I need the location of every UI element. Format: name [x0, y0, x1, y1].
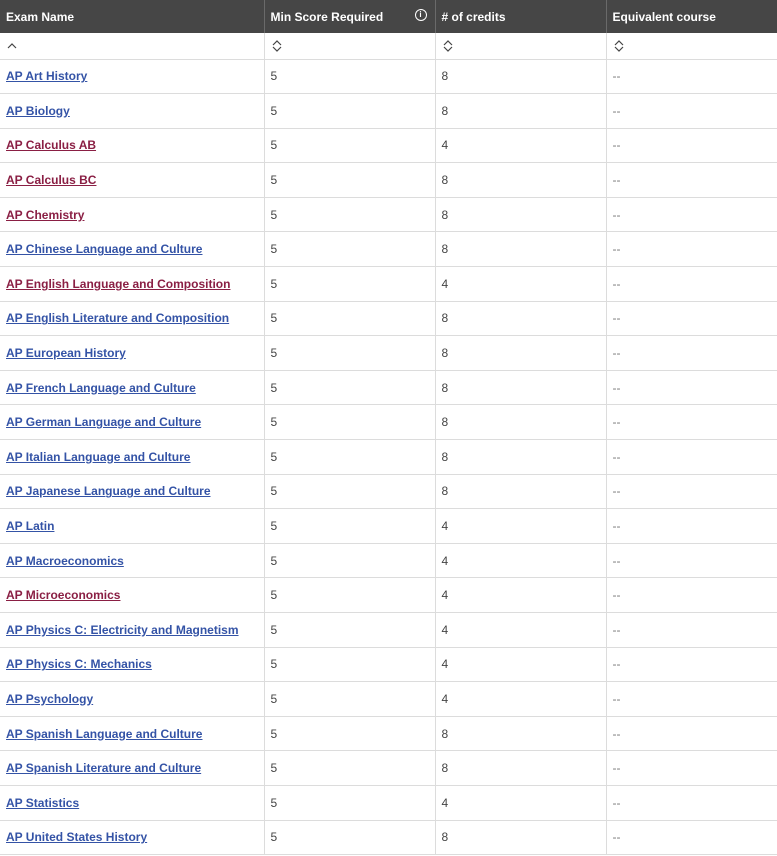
table-row — [0, 94, 777, 129]
exam-link[interactable]: AP United States History — [6, 830, 148, 845]
table-body — [0, 59, 777, 855]
sort-cell-min-score — [264, 33, 435, 59]
exam-link[interactable]: AP German Language and Culture — [6, 415, 202, 430]
exam-link[interactable]: AP Japanese Language and Culture — [6, 484, 211, 499]
table-row — [0, 405, 777, 440]
min-score-cell: 5 — [264, 440, 435, 475]
header-min-score: Min Score Required i — [264, 0, 435, 33]
min-score-cell: 5 — [264, 613, 435, 648]
equivalent-course-cell: -- — [606, 405, 777, 440]
table-row — [0, 509, 777, 544]
credits-cell: 8 — [435, 94, 606, 129]
min-score-cell: 5 — [264, 163, 435, 198]
min-score-cell: 5 — [264, 509, 435, 544]
table-row — [0, 751, 777, 786]
exam-name-cell — [0, 405, 264, 440]
exam-name-cell — [0, 751, 264, 786]
min-score-cell: 5 — [264, 716, 435, 751]
credits-cell: 4 — [435, 543, 606, 578]
sort-cell-exam-name — [0, 33, 264, 59]
equivalent-course-cell: -- — [606, 440, 777, 475]
credits-cell: 4 — [435, 509, 606, 544]
exam-name-cell — [0, 301, 264, 336]
min-score-cell: 5 — [264, 59, 435, 94]
equivalent-course-cell: -- — [606, 94, 777, 129]
exam-link[interactable]: AP Spanish Language and Culture — [6, 726, 203, 741]
equivalent-course-cell: -- — [606, 474, 777, 509]
credits-cell: 4 — [435, 578, 606, 613]
exam-name-cell — [0, 509, 264, 544]
equivalent-course-cell: -- — [606, 647, 777, 682]
exam-name-cell — [0, 682, 264, 717]
equivalent-course-cell: -- — [606, 716, 777, 751]
exam-link[interactable]: AP European History — [6, 346, 126, 361]
table-row — [0, 578, 777, 613]
min-score-cell: 5 — [264, 232, 435, 267]
exam-name-cell — [0, 59, 264, 94]
exam-name-cell — [0, 336, 264, 371]
min-score-cell: 5 — [264, 94, 435, 129]
table-row — [0, 647, 777, 682]
exam-name-cell — [0, 163, 264, 198]
credits-cell: 4 — [435, 682, 606, 717]
exam-link[interactable]: AP Psychology — [6, 691, 94, 706]
credits-cell: 4 — [435, 128, 606, 163]
credits-cell: 8 — [435, 59, 606, 94]
table-row — [0, 370, 777, 405]
exam-link[interactable]: AP Latin — [6, 519, 55, 534]
table-row — [0, 613, 777, 648]
sort-cell-credits — [435, 33, 606, 59]
min-score-cell: 5 — [264, 785, 435, 820]
exam-link[interactable]: AP Chemistry — [6, 207, 85, 222]
credits-cell: 8 — [435, 751, 606, 786]
min-score-cell: 5 — [264, 197, 435, 232]
equivalent-course-cell: -- — [606, 682, 777, 717]
table-row — [0, 267, 777, 302]
equivalent-course-cell: -- — [606, 163, 777, 198]
table-row — [0, 474, 777, 509]
exam-link[interactable]: AP Italian Language and Culture — [6, 449, 191, 464]
equivalent-course-cell: -- — [606, 128, 777, 163]
header-credits: # of credits — [435, 0, 606, 33]
table-row — [0, 197, 777, 232]
exam-name-cell — [0, 267, 264, 302]
credits-cell: 8 — [435, 197, 606, 232]
credits-cell: 4 — [435, 785, 606, 820]
exam-link[interactable]: AP Microeconomics — [6, 588, 121, 603]
min-score-cell: 5 — [264, 682, 435, 717]
exam-name-cell — [0, 716, 264, 751]
sort-icon[interactable] — [613, 39, 625, 53]
sort-icon[interactable] — [271, 39, 283, 53]
table-row — [0, 785, 777, 820]
exam-link[interactable]: AP Art History — [6, 69, 88, 84]
min-score-cell: 5 — [264, 543, 435, 578]
credits-cell: 4 — [435, 267, 606, 302]
table-row — [0, 59, 777, 94]
min-score-cell: 5 — [264, 267, 435, 302]
info-icon[interactable]: i — [415, 9, 427, 21]
exam-link[interactable]: AP English Language and Composition — [6, 276, 231, 291]
credits-cell: 4 — [435, 613, 606, 648]
exam-link[interactable]: AP Calculus BC — [6, 173, 97, 188]
equivalent-course-cell: -- — [606, 613, 777, 648]
exam-name-cell — [0, 820, 264, 855]
table-row — [0, 682, 777, 717]
min-score-cell: 5 — [264, 128, 435, 163]
sort-icon[interactable] — [442, 39, 454, 53]
table-row — [0, 128, 777, 163]
chevron-up-icon[interactable] — [6, 39, 18, 53]
exam-link[interactable]: AP Macroeconomics — [6, 553, 124, 568]
table-row — [0, 232, 777, 267]
exam-name-cell — [0, 578, 264, 613]
equivalent-course-cell: -- — [606, 509, 777, 544]
exam-link[interactable]: AP Statistics — [6, 795, 80, 810]
equivalent-course-cell: -- — [606, 751, 777, 786]
exam-link[interactable]: AP Biology — [6, 103, 70, 118]
exam-name-cell — [0, 232, 264, 267]
credits-cell: 8 — [435, 474, 606, 509]
exam-name-cell — [0, 440, 264, 475]
min-score-cell: 5 — [264, 820, 435, 855]
table-row — [0, 301, 777, 336]
equivalent-course-cell: -- — [606, 301, 777, 336]
exam-link[interactable]: AP Chinese Language and Culture — [6, 242, 203, 257]
equivalent-course-cell: -- — [606, 232, 777, 267]
exam-link[interactable]: AP Physics C: Electricity and Magnetism — [6, 622, 239, 637]
min-score-cell: 5 — [264, 578, 435, 613]
table-row — [0, 163, 777, 198]
credits-cell: 8 — [435, 336, 606, 371]
exam-name-cell — [0, 128, 264, 163]
exam-name-cell — [0, 647, 264, 682]
credits-cell: 8 — [435, 440, 606, 475]
exam-link[interactable]: AP Spanish Literature and Culture — [6, 761, 202, 776]
min-score-cell: 5 — [264, 474, 435, 509]
exam-link[interactable]: AP English Literature and Composition — [6, 311, 230, 326]
equivalent-course-cell: -- — [606, 267, 777, 302]
equivalent-course-cell: -- — [606, 59, 777, 94]
exam-link[interactable]: AP Physics C: Mechanics — [6, 657, 152, 672]
table-row — [0, 440, 777, 475]
credits-cell: 8 — [435, 301, 606, 336]
credits-cell: 8 — [435, 716, 606, 751]
credits-cell: 8 — [435, 820, 606, 855]
table-row — [0, 543, 777, 578]
header-equivalent-course: Equivalent course — [606, 0, 777, 33]
exam-link[interactable]: AP Calculus AB — [6, 138, 97, 153]
equivalent-course-cell: -- — [606, 578, 777, 613]
equivalent-course-cell: -- — [606, 370, 777, 405]
min-score-cell: 5 — [264, 370, 435, 405]
exam-link[interactable]: AP French Language and Culture — [6, 380, 196, 395]
table-header-row — [0, 0, 777, 33]
credits-cell: 8 — [435, 370, 606, 405]
table-row — [0, 716, 777, 751]
header-exam-name: Exam Name — [0, 0, 264, 33]
table-row — [0, 820, 777, 855]
credits-cell: 8 — [435, 163, 606, 198]
exam-name-cell — [0, 370, 264, 405]
min-score-cell: 5 — [264, 647, 435, 682]
table-row — [0, 336, 777, 371]
sort-cell-equivalent-course — [606, 33, 777, 59]
min-score-cell: 5 — [264, 301, 435, 336]
min-score-cell: 5 — [264, 751, 435, 786]
sort-controls-row — [0, 33, 777, 59]
exam-name-cell — [0, 785, 264, 820]
exam-name-cell — [0, 613, 264, 648]
exam-name-cell — [0, 543, 264, 578]
equivalent-course-cell: -- — [606, 820, 777, 855]
equivalent-course-cell: -- — [606, 785, 777, 820]
exam-name-cell — [0, 94, 264, 129]
credits-cell: 4 — [435, 647, 606, 682]
credits-cell: 8 — [435, 232, 606, 267]
exam-name-cell — [0, 197, 264, 232]
min-score-cell: 5 — [264, 336, 435, 371]
equivalent-course-cell: -- — [606, 336, 777, 371]
min-score-cell: 5 — [264, 405, 435, 440]
equivalent-course-cell: -- — [606, 543, 777, 578]
equivalent-course-cell: -- — [606, 197, 777, 232]
credits-cell: 8 — [435, 405, 606, 440]
exam-name-cell — [0, 474, 264, 509]
